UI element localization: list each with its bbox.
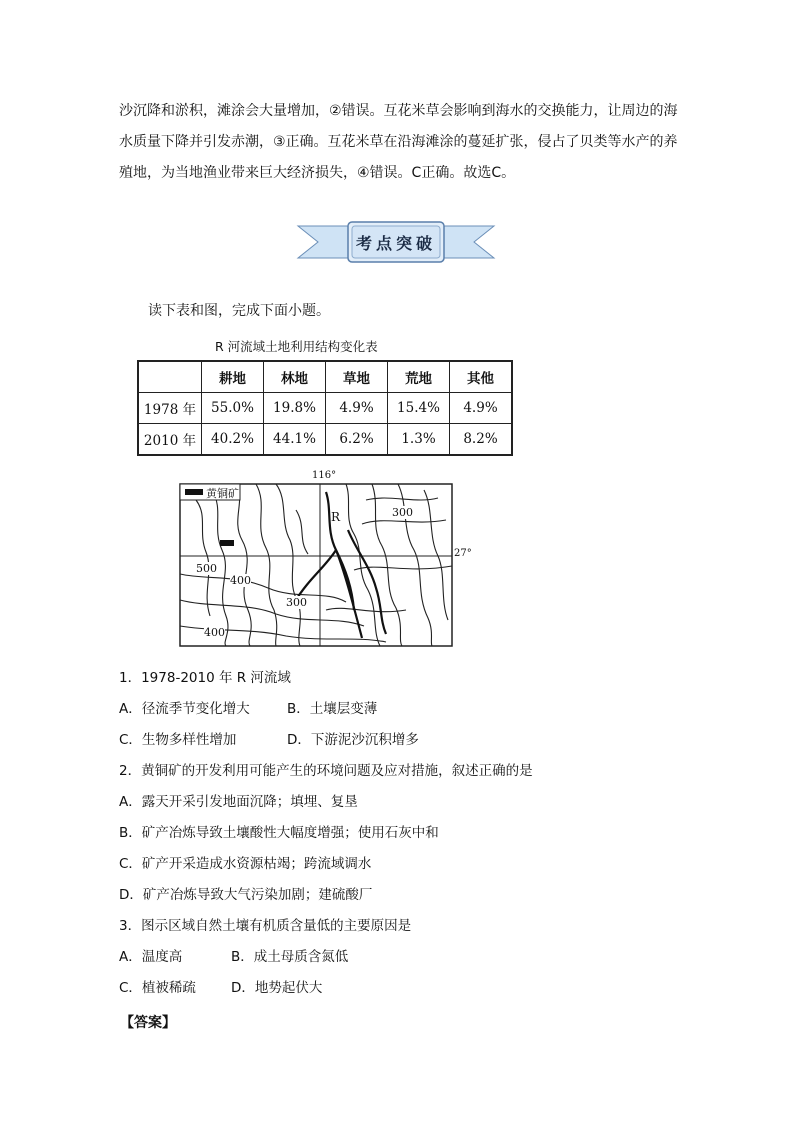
section-banner [296,218,496,266]
table-header-cell: 草地 [326,361,388,393]
table-cell: 44.1% [264,424,326,456]
ore-marker-icon [220,540,234,546]
contour-map [176,470,476,655]
option: B．土壤层变薄 [287,701,378,717]
question-stem: 1．1978-2010 年 R 河流域 [119,670,291,686]
option: A．露天开采引发地面沉降；填埋、复垦 [119,794,358,810]
table-header-cell [138,361,202,393]
table-cell: 1.3% [388,424,450,456]
explanation-line: 水质量下降并引发赤潮，③正确。互花米草在沿海滩涂的蔓延扩张，侵占了贝类等水产的养 [119,134,678,150]
table-header-cell: 林地 [264,361,326,393]
option: A．径流季节变化增大 [119,701,250,717]
land-use-table [137,360,513,456]
map-river-label: R [331,510,341,524]
explanation-paragraph [119,96,679,189]
table-caption: R 河流域土地利用结构变化表 [215,339,378,354]
contour-label: 500 [196,562,217,575]
question-stem: 2．黄铜矿的开发利用可能产生的环境问题及应对措施，叙述正确的是 [119,763,533,779]
table-cell: 1978 年 [138,393,202,424]
explanation-line: 殖地，为当地渔业带来巨大经济损失，④错误。C正确。故选C。 [119,165,516,181]
contour-label: 300 [392,506,413,519]
explanation-line: 沙沉降和淤积，滩涂会大量增加，②错误。互花米草会影响到海水的交换能力，让周边的海 [119,103,678,119]
option: D．下游泥沙沉积增多 [287,732,419,748]
table-row [138,424,512,456]
table-cell: 2010 年 [138,424,202,456]
legend-swatch-icon [185,489,203,495]
option: B．矿产冶炼导致土壤酸性大幅度增强；使用石灰中和 [119,825,439,841]
map-latitude-label: 27° [454,548,472,559]
option: D．矿产冶炼导致大气污染加剧；建硫酸厂 [119,887,373,903]
intro-text: 读下表和图，完成下面小题。 [148,303,330,319]
table-cell: 4.9% [326,393,388,424]
table-cell: 15.4% [388,393,450,424]
contour-label: 400 [230,574,251,587]
table-header-cell: 其他 [450,361,513,393]
question-stem: 3．图示区域自然土壤有机质含量低的主要原因是 [119,918,412,934]
table-row [138,393,512,424]
option: D．地势起伏大 [231,980,323,996]
option: A．温度高 [119,949,183,965]
option: C．矿产开采造成水资源枯竭；跨流域调水 [119,856,372,872]
banner-label: 考点突破 [355,234,436,253]
table-cell: 19.8% [264,393,326,424]
option: C．生物多样性增加 [119,732,237,748]
table-header-cell: 荒地 [388,361,450,393]
map-longitude-label: 116° [312,470,337,481]
option: C．植被稀疏 [119,980,196,996]
answer-label: 【答案】 [120,1015,176,1031]
table-header-row [138,361,512,393]
table-cell: 6.2% [326,424,388,456]
table-header-cell: 耕地 [202,361,264,393]
contour-label: 400 [204,626,225,639]
contour-label: 300 [286,596,307,609]
table-cell: 8.2% [450,424,513,456]
map-legend-label: 黄铜矿 [206,487,239,500]
table-cell: 40.2% [202,424,264,456]
option: B．成土母质含氮低 [231,949,349,965]
table-cell: 4.9% [450,393,513,424]
table-cell: 55.0% [202,393,264,424]
